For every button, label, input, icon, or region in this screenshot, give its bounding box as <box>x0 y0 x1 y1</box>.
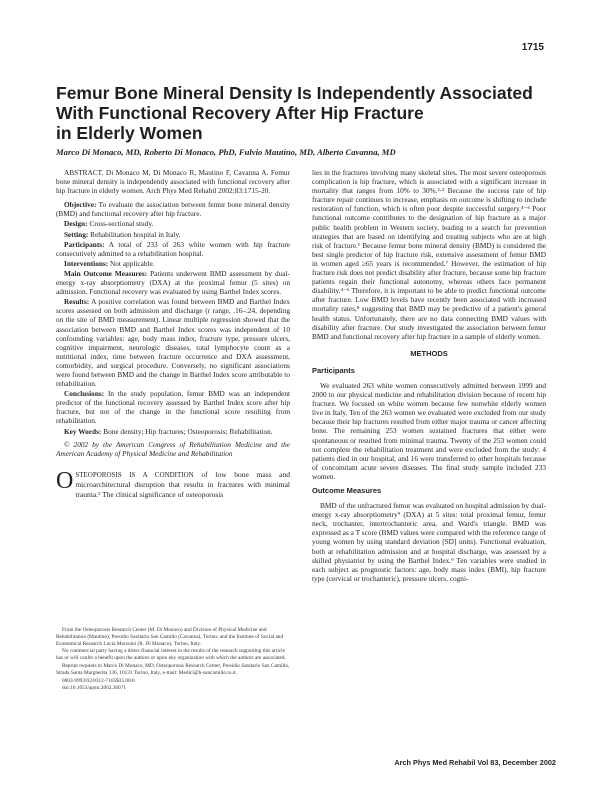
title-line: in Elderly Women <box>56 123 203 143</box>
abstract-section: Design: Cross-sectional study. <box>64 219 154 229</box>
abstract-section: Results: A positive correlation was found between BMD and Barthel Index scores assessed on both admission and discharge (r range, .16–.24, depending on the site of BMD measurement). Linear multiple regression showed that the association between BMD and Barthel Index scores was independent of 10 confounding variables: age, body mass index, fracture type, pressure ulcers, cognitive impairment, neurologic diseases, total lymphocyte count as a nutritional index, time between fracture occurrence and DXA assessment, comorbidity, and surgical procedure. Conversely, no significant associations were found between BMD and the change in Barthel Index score attributable to rehabilitation. <box>56 297 290 389</box>
title-line: With Functional Recovery After Hip Fracture <box>56 103 424 123</box>
body-paragraph: lies in the fractures involving many skeletal sites. The most severe osteoporosis complication is hip fracture, which is associated with a significant increase in mortality that ranges from 10% to 30%.²·³ Because the success rate of hip fracture repair continues to increase, emphasis on outcome is shifting to include restoration of function, which is often poor despite successful surgery.⁴⁻⁶ Poor functional outcome contributes to the designation of hip fracture as a major public health problem in Western society, leading to a search for prevention strategies that are based on identifying and treating subjects who are at high risk of fracture.¹ Because femur bone mineral density (BMD) is considered the best single predictor of hip fracture risk, extensive assessment of femur BMD in women aged ≥65 years is recommended.⁷ However, the estimation of hip fracture risk does not predict disability after fracture, because some hip fracture patients regain their functional autonomy, whereas others face permanent disability.⁴⁻⁶ Therefore, it is important to be able to predict functional outcome after fracture. Low BMD levels have recently been associated with increased mortality rates,⁸ suggesting that BMD may be predictive of a patient's general health status. Unfortunately, there are no data connecting BMD values with disability after fracture. Our study investigated the association between femur BMD and functional recovery after hip fracture in a sample of elderly women. <box>312 168 546 341</box>
section-heading-methods: METHODS <box>410 348 448 358</box>
footnote: Reprint requests to Marco Di Monaco, MD, Osteoporosis Research Center, Presidio Sanitario San Camillo, Strada Santa Margherita 136, 10131 Torino, Italy, e-mail: Medici@h-sancamillo.to.it. <box>56 662 290 676</box>
abstract-section: Main Outcome Measures: Patients underwent BMD assessment by dual-energy x-ray absorptiometry (DXA) at the proximal femur (5 sites) on admission. Functional recovery was evaluated by using Barthel Index scores. <box>56 268 290 297</box>
footnote: doi:10.1053/apmr.2002.36071 <box>62 685 127 692</box>
subheading-outcome-measures: Outcome Measures <box>312 486 382 495</box>
intro-paragraph: OSTEOPOROSIS IS A CONDITION of low bone mass and microarchitectural disruption that results in fractures with minimal trauma.¹ The clinical significance of osteoporosis <box>56 467 290 499</box>
left-column <box>56 168 290 504</box>
article-title <box>56 83 556 143</box>
abstract-citation: ABSTRACT. Di Monaco M, Di Monaco R, Mautino F, Cavanna A. Femur bone mineral density is independently associated with functional recovery after hip fracture in elderly women. Arch Phys Med Rehabil 2002;83:1715-20. <box>56 168 290 196</box>
journal-footer: Arch Phys Med Rehabil Vol 83, December 2002 <box>394 758 556 767</box>
footnotes <box>56 627 290 693</box>
abstract-section: Key Words: Bone density; Hip fractures; Osteoporosis; Rehabilitation. <box>64 426 273 436</box>
body-paragraph: BMD of the unfractured femur was evaluated on hospital admission by dual-energy x-ray absorptiometry⁹ (DXA) at 5 sites: total proximal femur, femur neck, trochanter, intertrochanteric area, and Ward's triangle. BMD was expressed as a T score (BMD values were compared with the reference range of young women by using standard deviation [SD] units). Functional evaluation, both at rehabilitation admission and at hospital discharge, was assessed by a skilled physiatrist by using the Barthel Index.⁹ Ten variables were studied in each subject as prognostic factors: age, body mass index (BMI), hip fracture type (cervical or trochanteric), pressure ulcers, cogni- <box>312 501 546 583</box>
right-column <box>312 168 546 588</box>
copyright-notice: © 2002 by the American Congress of Rehabilitation Medicine and the American Academy of Physical Medicine and Rehabilitation <box>56 439 290 458</box>
body-paragraph: We evaluated 263 white women consecutively admitted between 1999 and 2000 to our physical medicine and rehabilitation division because of recent hip fracture. We focused on white women because few nonwhite elderly women live in Italy. Ten of the 263 women we evaluated were excluded from our study because their hip fractures resulted from either major trauma or cancer affecting bone. The remaining 253 women sustained fractures that either were spontaneous or resulted from minimal trauma. Twenty of the 253 women could not complete the rehabilitation treatment and were excluded from the study: 4 patients died in our hospital, and 16 were transferred to other hospitals because of concomitant acute severe diseases. The final study sample included 233 women. <box>312 380 546 481</box>
footnote: 0003-9993/02/8312-7165$35.00/0 <box>62 677 135 684</box>
title-line: Femur Bone Mineral Density Is Independently Associated <box>56 83 533 103</box>
dropcap-letter: O <box>56 467 74 494</box>
abstract-section: Objective: To evaluate the association between femur bone mineral density (BMD) and functional recovery after hip fracture. <box>56 200 290 219</box>
abstract <box>56 168 290 458</box>
abstract-section: Participants: A total of 233 of 263 white women with hip fracture consecutively admitted to a rehabilitation hospital. <box>56 239 290 258</box>
abstract-section: Interventions: Not applicable. <box>64 258 155 268</box>
footnote: From the Osteoporosis Research Center (M. Di Monaco) and Division of Physical Medicine and Rehabilitation (Mautino), Presidio Sanitario San Camillo (Cavanna), Torino; and the Institute of Social and Economical Research Lucia Morosini (R. Di Monaco), Torino, Italy. <box>56 627 284 647</box>
author-list: Marco Di Monaco, MD, Roberto Di Monaco, PhD, Fulvio Mautino, MD, Alberto Cavanna, MD <box>56 147 396 157</box>
subheading-participants: Participants <box>312 365 355 375</box>
abstract-section: Conclusions: In the study population, femur BMD was an independent predictor of the functional recovery assessed by Barthel Index score after hip fracture, but not of the change in the functional score resulting from rehabilitation. <box>56 389 290 426</box>
page-number: 1715 <box>521 42 544 53</box>
abstract-section: Setting: Rehabilitation hospital in Italy. <box>64 229 181 239</box>
footnote: No commercial party having a direct financial interest in the results of the research supporting this article has or will confer a benefit upon the authors or upon any organization with which the authors are associated. <box>56 648 286 662</box>
